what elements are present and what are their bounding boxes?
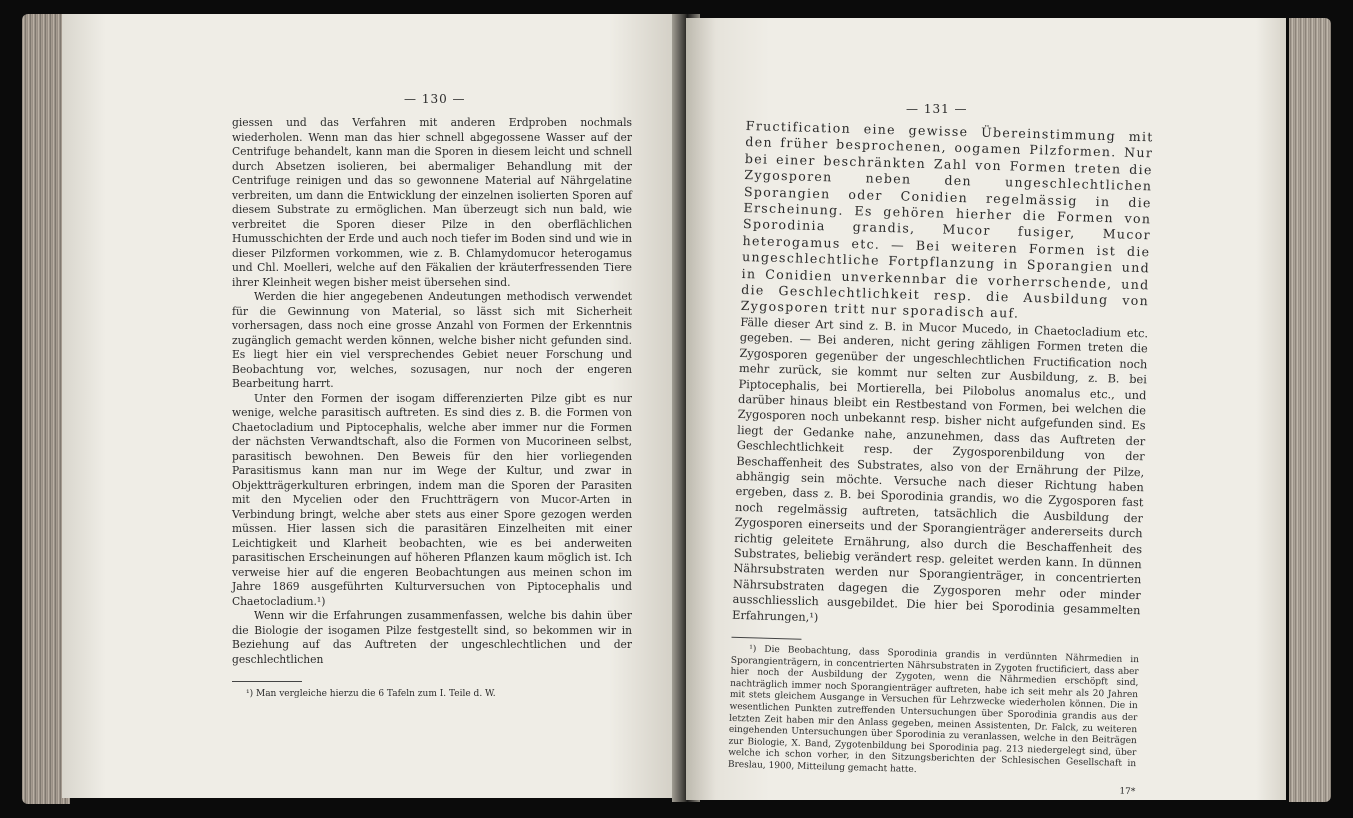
right-page [686,18,1286,800]
page-edges-right [1289,18,1331,802]
left-footnote: ¹) Man vergleiche hierzu die 6 Tafeln zum I. Teile d. W. [246,689,496,699]
right-page-body [727,118,1154,800]
page-number-131: — 131 — [906,102,968,116]
page-number-130: — 130 — [404,92,466,106]
right-body-text: Fälle dieser Art sind z. B. in Mucor Mucedo, in Chaetocladium etc. gegeben. — Bei anderen, nicht gering zähligen Formen treten die Zygosporen gegenüber der ungeschlechtlichen Fructification noch mehr zurück, sie kommt nur selten zur Ausbildung, z. B. bei Piptocephalis, bei Mortierella, bei Pilobolus anomalus etc., und darüber hinaus bleibt ein Restbestand von Formen, bei welchen die Zygosporen noch unbekannt resp. bisher nicht aufgefunden sind. Es liegt der Gedanke nahe, anzunehmen, dass das Auftreten der Geschlechtlichkeit resp. der Zygosporenbildung von der Beschaffenheit des Substrates, also von der Ernährung der Pilze, abhängig sein möchte. Versuche nach dieser Richtung haben ergeben, dass z. B. bei Sporodinia grandis, wo die Zygosporen fast noch regelmässig auftreten, tatsächlich die Ausbildung der Zygosporen einerseits und der Sporangienträger andererseits durch richtig geleitete Ernährung, also durch die Beschaffenheit des Substrates, beliebig verändert resp. geleitet werden kann. In dünnen Nährsubstraten werden nur Sporangienträger, in concentrierten Nährsubstraten dagegen die Zygosporen mehr oder minder ausschliesslich ausgebildet. Die hier bei Sporodinia gesammelten Erfahrungen,¹) [731,314,1149,624]
signature-mark: 17* [1119,786,1136,797]
left-page-body [232,116,632,700]
right-footnote: ¹) Die Beobachtung, dass Sporodinia grandis in verdünnten Nährmedien in Sporangienträgern, in concentrierten Nährsubstraten in Zygoten fructificiert, dass aber hier noch der Ausbildung der Zygoten, wenn die Nährmedien erschöpft sind, nachträglich immer noch Sporangienträger auftreten, habe ich seit mehr als 20 Jahren mit stets gleichem Ausgange in Versuchen für Lehrzwecke wiederholen können. Die in wesentlichen Punkten zutreffenden Untersuchungen über Sporodinia grandis aus der letzten Zeit haben mir den Anlass gegeben, meinen Assistenten, Dr. Falck, zu weiteren eingehenden Untersuchungen über Sporodinia zu veranlassen, welche in den Beiträgen zur Biologie, X. Band, Zygotenbildung bei Sporodinia pag. 213 niedergelegt sind, über welche ich schon vorher, in den Sitzungsberichten der Schlesischen Gesellschaft in Breslau, 1900, Mitteilung gemacht hatte. [727,644,1140,775]
footnote-rule [232,681,302,682]
right-lead-text: Fructification eine gewisse Übereinstimmung mit den früher besprochenen, oogamen Pilzformen. Nur bei einer beschränkten Zahl von Formen treten die Zygosporen neben den ungeschlechtlichen Sporangien oder Conidien regelmässig in die Erscheinung. Es gehören hierher die Formen von Sporodinia grandis, Mucor fusiger, Mucor heterogamus etc. — Bei weiteren Formen ist die ungeschlechtliche Fortpflanzung in Sporangien und in Conidien unverkennbar die vorherrschende, und die Geschlechtlichkeit resp. die Ausbildung von Zygosporen tritt nur sporadisch auf. [740,118,1154,322]
left-paragraph-4: Wenn wir die Erfahrungen zusammenfassen, welche bis dahin über die Biologie der isogamen Pilze festgestellt sind, so bekommen wir in Beziehung auf das Auftreten der ungeschlechtlichen und der geschlechtlichen [232,609,632,666]
left-paragraph-1: giessen und das Verfahren mit anderen Erdproben nochmals wiederholen. Wenn man das hier schnell abgegossene Wasser auf der Centrifuge behandelt, kann man die Sporen in diesem leicht und schnell durch Absetzen isolieren, bei abermaliger Behandlung mit der Centrifuge reinigen und das so gewonnene Material auf Nährgelatine verbreiten, um dann die Entwicklung der einzelnen isolierten Sporen auf diesem Substrate zu ermöglichen. Man überzeugt sich nun bald, wie verbreitet die Sporen dieser Pilze in den oberflächlichen Humusschichten der Erde und auch noch tiefer im Boden sind und wie in dieser Pilzformen vorkommen, wie z. B. Chlamydomucor heterogamus und Chl. Moelleri, welche auf den Fäkalien der kräuterfressenden Tiere ihrer Kleinheit wegen bisher meist übersehen sind. [232,116,632,289]
left-paragraph-2: Werden die hier angegebenen Andeutungen methodisch verwendet für die Gewinnung von Material, so lässt sich mit Sicherheit vorhersagen, dass noch eine grosse Anzahl von Formen der Erkenntnis zugänglich gemacht werden können, welche bisher nicht gefunden sind. Es liegt hier ein viel versprechendes Gebiet neuer Forschung und Beobachtung vor, welches, sozusagen, nur noch der engeren Bearbeitung harrt. [232,290,632,390]
footnote-rule [731,637,801,640]
left-page [62,14,684,798]
left-paragraph-3: Unter den Formen der isogam differenzierten Pilze gibt es nur wenige, welche parasitisch auftreten. Es sind dies z. B. die Formen von Chaetocladium und Piptocephalis, welche aber immer nur die Formen der nächsten Verwandtschaft, also die Formen von Mucorineen selbst, parasitisch bewohnen. Den Beweis für den hier vorliegenden Parasitismus kann man nur im Wege der Kultur, und zwar in Objektträgerkulturen erbringen, indem man die Sporen der Parasiten mit den Mycelien oder den Fruchtträgern von Mucor-Arten in Verbindung bringt, welche aber stets aus einer Spore gezogen werden müssen. Hier lassen sich die parasitären Einzelheiten mit einer Leichtigkeit und Klarheit beobachten, wie es bei anderweiten parasitischen Erscheinungen auf höheren Pflanzen kaum möglich ist. Ich verweise hier auf die engeren Beobachtungen aus meinen schon im Jahre 1869 ausgeführten Kulturversuchen von Piptocephalis und Chaetocladium.¹) [232,391,632,608]
